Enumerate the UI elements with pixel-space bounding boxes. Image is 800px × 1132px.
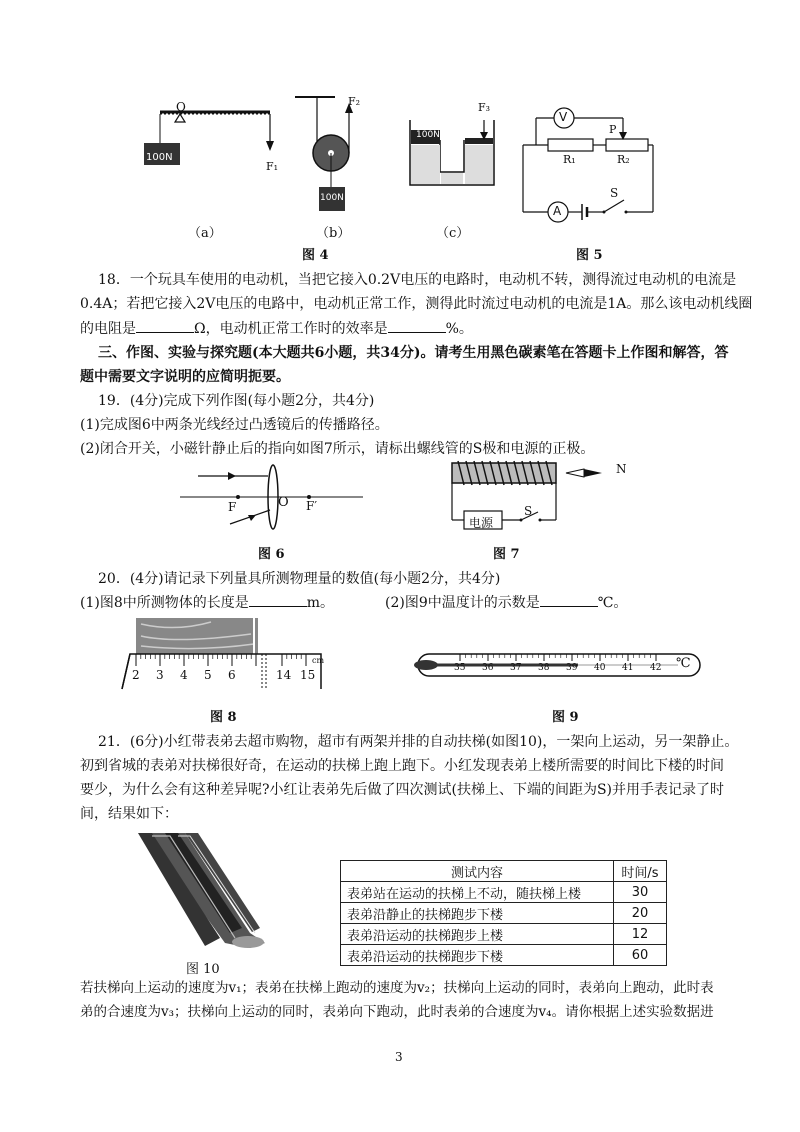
- fig8-tick-4: 4: [180, 668, 188, 682]
- fig9-tick-38: 38: [538, 663, 550, 673]
- q18-line3-mid: Ω，电动机正常工作时的效率是: [194, 321, 388, 337]
- q20-part1-unit: m。: [306, 595, 335, 611]
- table-cell-time: 30: [614, 882, 667, 903]
- fig7-north-label: N: [616, 462, 627, 476]
- q21-line4: 间，结果如下：: [80, 806, 178, 822]
- table-cell-time: 12: [614, 924, 667, 945]
- section3-line2: 题中需要文字说明的应简明扼要。: [80, 369, 290, 385]
- fig5-caption: 图 5: [576, 248, 603, 263]
- fig7-caption: 图 7: [493, 547, 520, 562]
- fig8-tick-3: 3: [156, 668, 164, 682]
- fig8-tick-6: 6: [228, 668, 236, 682]
- table-header-content: 测试内容: [341, 861, 614, 882]
- q19-stem: 19．(4分)完成下列作图(每小题2分，共4分): [98, 393, 375, 409]
- fig5-voltmeter-label: V: [559, 110, 568, 124]
- fig4a-pivot-label: O: [176, 100, 186, 114]
- q20-part1: [80, 592, 334, 613]
- fig5-circuit-diagram: [518, 100, 658, 230]
- fig9-tick-36: 36: [482, 663, 494, 673]
- q18-line3: [80, 318, 473, 339]
- table-row: [341, 903, 667, 924]
- q21-line5: 若扶梯向上运动的速度为v₁；表弟在扶梯上跑动的速度为v₂；扶梯向上运动的同时，表弟向上跑动，此时表: [80, 980, 714, 996]
- fig6-caption: 图 6: [258, 547, 285, 562]
- fig4a-force-label: F₁: [266, 160, 279, 173]
- q20-part2-text: (2)图9中温度计的示数是: [385, 595, 540, 611]
- fig4c-weight-label: 100N: [416, 130, 440, 140]
- fig7-switch-label: S: [524, 504, 533, 518]
- table-cell-content: 表弟沿静止的扶梯跑步下楼: [341, 903, 614, 924]
- page-number: 3: [395, 1050, 403, 1064]
- q21-data-table: [340, 860, 667, 966]
- q18-resistance-blank[interactable]: [136, 318, 194, 333]
- q18-line1: 18．一个玩具车使用的电动机，当把它接入0.2V电压的电路时，电动机不转，测得流过电动机的电流是: [98, 272, 737, 288]
- fig9-tick-42: 42: [650, 663, 662, 673]
- fig4a-lever-diagram: [130, 95, 290, 205]
- table-header-time: 时间/s: [614, 861, 667, 882]
- fig8-tick-5: 5: [204, 668, 212, 682]
- section3-line1: 三、作图、实验与探究题(本大题共6小题，共34分)。请考生用黑色碳素笔在答题卡上作图和解答，答: [98, 345, 729, 361]
- q18-line3-end: %。: [445, 321, 473, 337]
- table-row: [341, 882, 667, 903]
- fig9-tick-40: 40: [594, 663, 606, 673]
- fig5-r1-label: R₁: [563, 153, 576, 166]
- table-cell-content: 表弟沿运动的扶梯跑步上楼: [341, 924, 614, 945]
- fig4b-force-label: F₂: [348, 95, 361, 108]
- table-cell-time: 60: [614, 945, 667, 966]
- fig8-caption: 图 8: [210, 710, 237, 725]
- fig5-slider-label: P: [609, 123, 617, 136]
- fig6-focus-left-label: F: [228, 500, 237, 514]
- fig9-tick-41: 41: [622, 663, 634, 673]
- table-row: [341, 945, 667, 966]
- fig6-lens-diagram: [178, 462, 368, 537]
- fig9-unit: ℃: [676, 656, 691, 671]
- fig6-focus-right-label: F′: [306, 499, 318, 513]
- fig7-source-label: 电源: [469, 516, 494, 530]
- fig4b-caption: （b）: [316, 226, 351, 241]
- q19-part1: (1)完成图6中两条光线经过凸透镜后的传播路径。: [80, 417, 389, 433]
- fig9-caption: 图 9: [552, 710, 579, 725]
- fig4c-force-label: F₃: [478, 101, 491, 114]
- fig5-r2-label: R₂: [617, 153, 630, 166]
- fig10-caption: 图 10: [186, 962, 220, 977]
- fig8-tick-15: 15: [300, 668, 316, 682]
- fig4a-caption: （a）: [188, 226, 222, 241]
- q21-line1: 21．(6分)小红带表弟去超市购物，超市有两架并排的自动扶梯(如图10)，一架向上运动，另一架静止。: [98, 734, 739, 750]
- fig8-tick-14: 14: [276, 668, 292, 682]
- q18-efficiency-blank[interactable]: [388, 318, 446, 333]
- fig5-ammeter-label: A: [553, 204, 562, 218]
- q20-stem: 20．(4分)请记录下列量具所测物理量的数值(每小题2分，共4分): [98, 571, 501, 587]
- table-header-row: [341, 861, 667, 882]
- table-cell-content: 表弟站在运动的扶梯上不动，随扶梯上楼: [341, 882, 614, 903]
- fig4b-weight-label: 100N: [320, 193, 344, 203]
- fig8-ruler-diagram: [116, 614, 336, 694]
- q18-line2: 0.4A；若把它接入2V电压的电路中，电动机正常工作，测得此时流过电动机的电流是1A。那么该电动机线圈: [80, 296, 753, 312]
- q20-part2-unit: ℃。: [597, 595, 628, 611]
- fig5-switch-label: S: [610, 186, 619, 200]
- fig4a-weight-label: 100N: [146, 152, 173, 163]
- fig6-center-label: O: [278, 495, 289, 510]
- q18-line3-start: 的电阻是: [80, 321, 136, 337]
- fig9-tick-39: 39: [566, 663, 578, 673]
- table-cell-time: 20: [614, 903, 667, 924]
- q21-line3: 要少，为什么会有这种差异呢?小红让表弟先后做了四次测试(扶梯上、下端的间距为S)并用手表记录了时: [80, 782, 725, 798]
- fig8-unit: cm: [312, 656, 325, 665]
- q21-line6: 弟的合速度为v₃；扶梯向上运动的同时，表弟向下跑动，此时表弟的合速度为v₄。请你根据上述实验数据进: [80, 1004, 714, 1020]
- fig10-escalator-photo: [130, 828, 270, 953]
- q20-part1-text: (1)图8中所测物体的长度是: [80, 595, 249, 611]
- q19-part2: (2)闭合开关，小磁针静止后的指向如图7所示，请标出螺线管的S极和电源的正极。: [80, 441, 595, 457]
- q20-temperature-blank[interactable]: [540, 592, 598, 607]
- fig9-tick-37: 37: [510, 663, 522, 673]
- q20-part2: [385, 592, 627, 613]
- q21-line2: 初到省城的表弟对扶梯很好奇，在运动的扶梯上跑上跑下。小红发现表弟上楼所需要的时间比下楼的时间: [80, 758, 724, 774]
- q20-length-blank[interactable]: [249, 592, 307, 607]
- fig4-caption: 图 4: [302, 248, 329, 263]
- fig4c-caption: （c）: [436, 226, 470, 241]
- table-cell-content: 表弟沿运动的扶梯跑步下楼: [341, 945, 614, 966]
- fig9-thermometer-diagram: [408, 648, 708, 683]
- fig9-tick-35: 35: [454, 663, 466, 673]
- fig8-tick-2: 2: [132, 668, 140, 682]
- fig4c-utube-diagram: [408, 100, 498, 200]
- table-row: [341, 924, 667, 945]
